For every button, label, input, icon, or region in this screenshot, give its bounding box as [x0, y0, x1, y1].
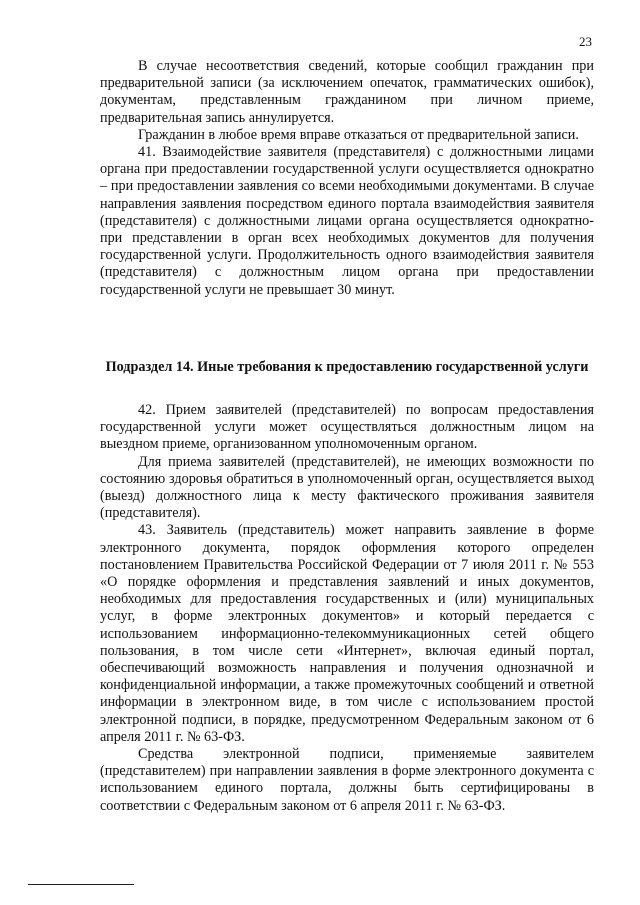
paragraph-visit-reception: Для приема заявителей (представителей), не имеющих возможности по состоянию здоровья обратиться в уполномоченный орган, осуществляется выход (выезд) должностного лица к месту фактического проживания заявителя (представителя).	[100, 453, 594, 522]
paragraph-item-43: 43. Заявитель (представитель) может направить заявление в форме электронного документа, порядок оформления которого определен постановлением Правительства Российской Федерации от 7 июля 2011 г. № 553 «О порядке оформления и представления заявлений и иных документов, необходимых для предоставления государственных и (или) муниципальных услуг, в форме электронных документов» и который передается с использованием информационно-телекоммуникационных сетей общего пользования, в том числе сети «Интернет», включая единый портал, обеспечивающий возможность направления и получения однозначной и конфиденциальной информации, а также промежуточных сообщений и ответной информации в электронном виде, в том числе с использованием простой электронной подписи, в порядке, предусмотренном Федеральным законом от 6 апреля 2011 г. № 63-ФЗ.	[100, 522, 594, 745]
page-number: 23	[579, 34, 592, 49]
text-block-bottom	[100, 402, 594, 815]
paragraph-preliminary-refusal: Гражданин в любое время вправе отказаться от предварительной записи.	[138, 126, 579, 143]
paragraph-preliminary-mismatch: В случае несоответствия сведений, которые сообщил гражданин при предварительной записи (за исключением опечаток, грамматических ошибок), документам, представленным гражданином при личном приеме, предварительная запись аннулируется.	[100, 58, 594, 126]
paragraph-item-42: 42. Прием заявителей (представителей) по вопросам предоставления государственной услуги может осуществляться должностным лицом на выездном приеме, организованном уполномоченным органом.	[100, 402, 594, 453]
paragraph-item-41: 41. Взаимодействие заявителя (представителя) с должностными лицами органа при предоставлении государственной услуги осуществляется однократно – при предоставлении заявления со всеми необходимыми документами. В случае направления заявления посредством единого портала взаимодействия заявителя (представителя) с должностными лицами органа осуществляется однократно- при представлении в орган всех необходимых документов для получения государственной услуги. Продолжительность одного взаимодействия заявителя (представителя) с должностным лицом органа при предоставлении государственной услуги не превышает 30 минут.	[100, 144, 594, 298]
footnote-divider	[28, 884, 134, 885]
section-heading: Подраздел 14. Иные требования к предоставлению государственной услуги	[105, 359, 589, 375]
paragraph-signature-means: Средства электронной подписи, применяемые заявителем (представителем) при направлении заявления в форме электронного документа с использованием единого портала, должны быть сертифицированы в соответствии с Федеральным законом от 6 апреля 2011 г. № 63-ФЗ.	[100, 746, 594, 814]
text-block-top	[100, 58, 594, 299]
